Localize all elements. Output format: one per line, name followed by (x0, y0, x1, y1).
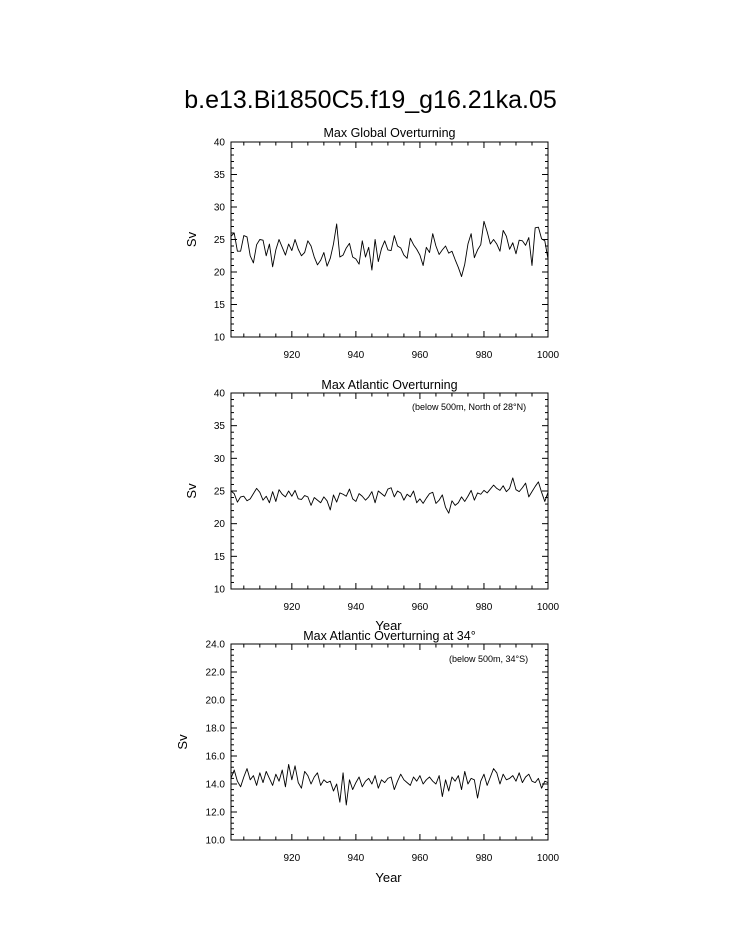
y-tick-label: 20 (213, 519, 225, 531)
x-tick-label: 960 (411, 350, 429, 361)
panel-title: Max Atlantic Overturning (321, 378, 458, 392)
y-tick-label: 20 (213, 267, 225, 279)
x-tick-label: 1000 (536, 853, 560, 864)
x-axis-label: Year (375, 870, 402, 885)
y-tick-label: 40 (213, 137, 225, 149)
series-line-1 (231, 221, 548, 276)
plot-frame (231, 644, 548, 840)
y-tick-label: 25 (213, 235, 225, 246)
x-tick-label: 940 (347, 350, 365, 361)
y-tick-label: 10 (213, 584, 225, 596)
x-tick-label: 940 (347, 602, 365, 613)
y-axis-label: Sv (184, 483, 199, 499)
x-tick-label: 920 (283, 853, 301, 864)
y-tick-label: 16.0 (205, 751, 225, 763)
y-tick-label: 20.0 (205, 695, 225, 707)
panel-annotation: (below 500m, North of 28°N) (412, 402, 527, 412)
chart-panel-2 (184, 378, 560, 633)
chart-panel-1 (184, 126, 560, 361)
x-tick-label: 1000 (536, 602, 560, 613)
x-tick-label: 980 (475, 602, 493, 613)
page-title: b.e13.Bi1850C5.f19_g16.21ka.05 (184, 86, 557, 114)
y-tick-label: 25 (213, 486, 225, 498)
y-tick-label: 35 (213, 170, 225, 181)
y-tick-label: 10.0 (205, 835, 225, 847)
y-tick-label: 10 (213, 332, 225, 344)
y-axis-label: Sv (175, 734, 190, 750)
x-tick-label: 920 (283, 602, 301, 613)
y-tick-label: 15 (213, 551, 225, 563)
y-tick-label: 15 (213, 300, 225, 311)
y-tick-label: 40 (213, 388, 225, 400)
x-tick-label: 940 (347, 853, 365, 864)
panel-annotation: (below 500m, 34°S) (449, 654, 529, 664)
x-tick-label: 1000 (536, 350, 560, 361)
plot-frame (231, 142, 548, 337)
x-tick-label: 980 (475, 350, 493, 361)
x-tick-label: 920 (283, 350, 301, 361)
y-tick-label: 35 (213, 421, 225, 433)
y-tick-label: 24.0 (205, 639, 225, 651)
y-tick-label: 30 (213, 202, 225, 214)
series-line-1 (231, 478, 548, 513)
series-line-1 (231, 764, 548, 805)
y-tick-label: 12.0 (205, 807, 225, 819)
x-tick-label: 960 (411, 602, 429, 613)
y-tick-label: 30 (213, 453, 225, 465)
y-tick-label: 14.0 (205, 779, 225, 791)
x-tick-label: 960 (411, 853, 429, 864)
y-tick-label: 22.0 (205, 667, 225, 679)
y-axis-label: Sv (184, 231, 199, 248)
y-tick-label: 18.0 (205, 723, 225, 735)
panel-title: Max Atlantic Overturning at 34° (303, 629, 476, 643)
x-axis-label: Year (375, 618, 402, 633)
chart-panel-3 (175, 629, 560, 885)
x-tick-label: 980 (475, 853, 493, 864)
panel-title: Max Global Overturning (323, 126, 456, 140)
